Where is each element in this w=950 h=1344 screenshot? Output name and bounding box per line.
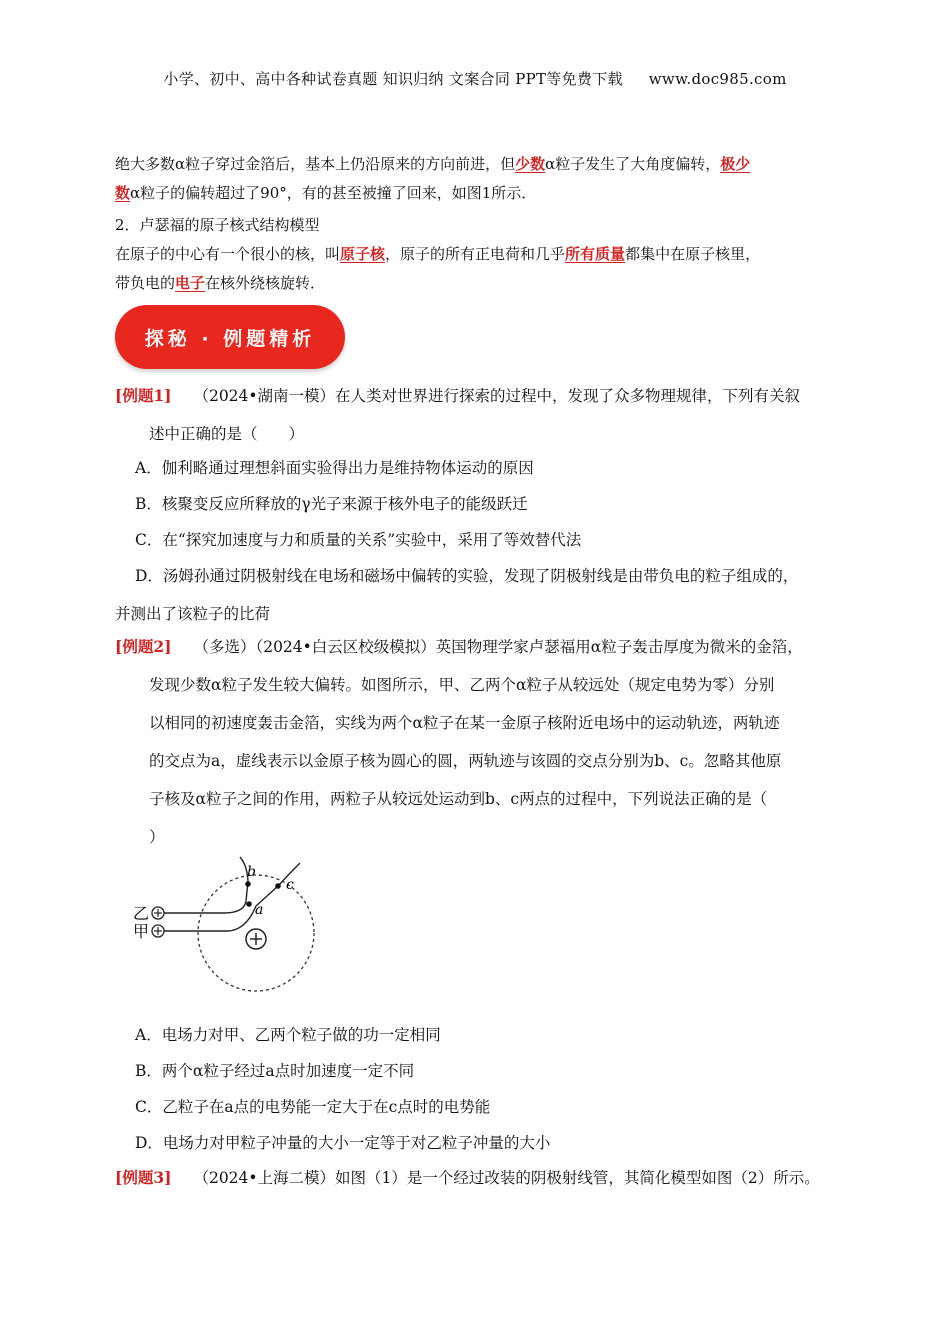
question-3 [115,1159,855,1197]
option-c: C．在“探究加速度与力和质量的关系”实验中，采用了等效替代法 [135,531,582,549]
intro-paragraph-1: 绝大多数α粒子穿过金箔后，基本上仍沿原来的方向前进，但少数α粒子发生了大角度偏转，极少 数α粒子的偏转超过了90°，有的甚至被撞了回来，如图1所示． [115,155,751,202]
question-1 [115,377,855,453]
highlight-shu: 数 [115,184,131,202]
question-stem: （2024•上海二模）如图（1）是一个经过改装的阴极射线管，其简化模型如图（2）所示。 [193,1169,820,1187]
option-c: C．乙粒子在a点的电势能一定大于在c点时的电势能 [135,1098,491,1116]
question-stem: 的交点为a，虚线表示以金原子核为圆心的圆，两轨迹与该圆的交点分别为b、c。忽略其他原 [149,752,782,770]
option-d: D．电场力对甲粒子冲量的大小一定等于对乙粒子冲量的大小 [135,1134,551,1152]
label-a: a [255,902,264,918]
section-heading: 2．卢瑟福的原子核式结构模型 [115,216,320,234]
label-c: c [286,877,294,893]
point-a [246,901,252,907]
highlight-suoyouzhiliang: 所有质量 [565,245,626,263]
header-text: 小学、初中、高中各种试卷真题 知识归纳 文案合同 PPT等免费下载 [163,70,623,88]
label-yi: 乙 [133,904,150,923]
highlight-yuanzihe: 原子核 [340,245,386,263]
question-stem: 发现少数α粒子发生较大偏转。如图所示，甲、乙两个α粒子从较远处（规定电势为零）分别 [149,676,775,694]
option-b: B．两个α粒子经过a点时加速度一定不同 [135,1062,415,1080]
label-b: b [247,864,256,880]
highlight-jishao: 极少 [720,155,751,173]
highlight-dianzi: 电子 [175,274,206,292]
question-stem: 述中正确的是（ ） [149,425,305,443]
option-b: B．核聚变反应所释放的γ光子来源于核外电子的能级跃迁 [135,495,528,513]
question-stem: 子核及α粒子之间的作用，两粒子从较远处运动到b、c两点的过程中，下列说法正确的是（ [149,790,768,808]
option-a: A．电场力对甲、乙两个粒子做的功一定相同 [135,1026,441,1044]
question-stem: （2024•湖南一模）在人类对世界进行探索的过程中，发现了众多物理规律，下列有关叙 [193,387,801,405]
page-header [0,68,950,89]
header-site[interactable]: www.doc985.com [648,70,787,88]
question-tag: [例题2] [115,637,172,656]
highlight-shaoshu: 少数 [515,155,546,173]
point-b [245,881,251,887]
option-a: A．伽利略通过理想斜面实验得出力是维持物体运动的原因 [135,459,534,477]
question-stem: （多选）（2024•白云区校级模拟）英国物理学家卢瑟福用α粒子轰击厚度为微米的金箔， [193,638,803,656]
alpha-scattering-figure [128,853,318,998]
question-2 [115,628,855,856]
intro-paragraph-2: 在原子的中心有一个很小的核，叫原子核，原子的所有正电荷和几乎所有质量都集中在原子核里， 带负电的电子在核外绕核旋转． [115,245,761,292]
option-d-continued: 并测出了该粒子的比荷 [115,605,271,623]
point-c [275,883,281,889]
question-tag: [例题3] [115,1168,172,1187]
question-stem: 以相同的初速度轰击金箔，实线为两个α粒子在某一金原子核附近电场中的运动轨迹，两轨迹 [149,714,780,732]
question-stem: ） [149,828,165,846]
section-banner: 探秘 · 例题精析 [115,305,345,369]
label-jia: 甲 [133,922,150,941]
question-tag: [例题1] [115,386,172,405]
trajectory-jia [163,863,300,931]
option-d: D．汤姆孙通过阴极射线在电场和磁场中偏转的实验，发现了阴极射线是由带负电的粒子组成的， [135,567,799,585]
